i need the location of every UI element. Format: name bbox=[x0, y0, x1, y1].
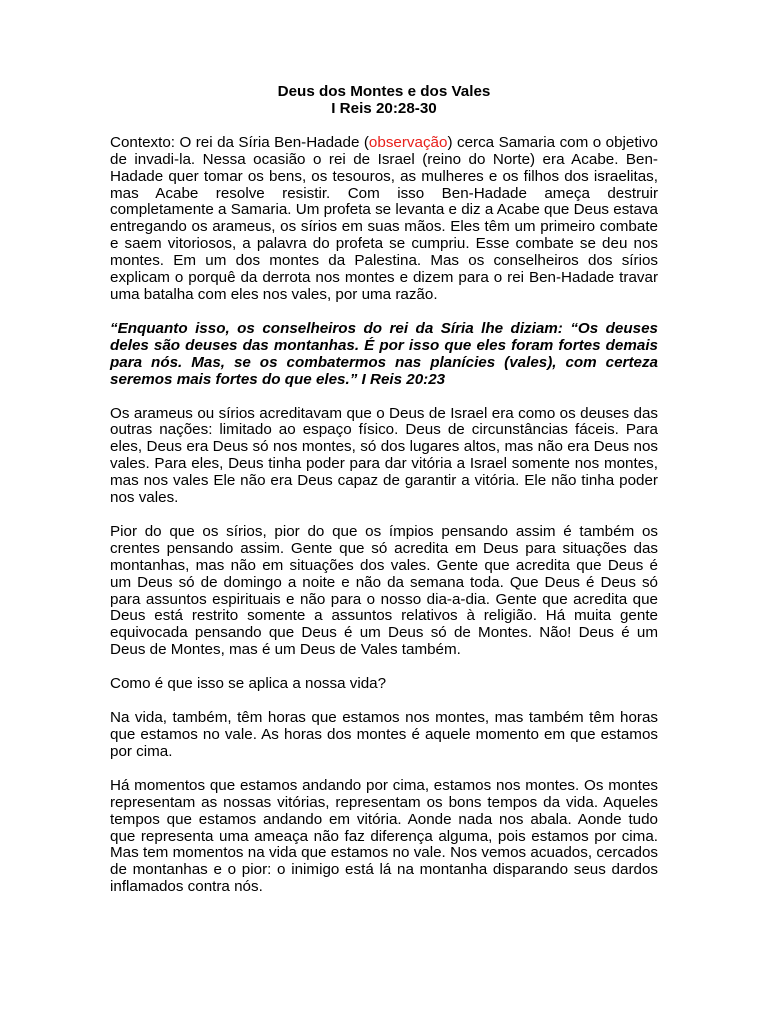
paragraph-arameus: Os arameus ou sírios acreditavam que o Deus de Israel era como os deuses das outras nações: limitado ao espaço físico. Deus de circunstâncias fáceis. Para eles, Deus era Deus só nos montes, só dos lugares altos, mas não era Deus nos vales. Para eles, Deus tinha poder para dar vitória a Israel somente nos montes, mas nos vales Ele não era Deus capaz de garantir a vitória. Ele não tinha poder nos vales. bbox=[110, 404, 658, 507]
paragraph-momentos: Há momentos que estamos andando por cima, estamos nos montes. Os montes representam as nossas vitórias, representam os bons tempos da vida. Aqueles tempos que estamos andando em vitória. Aonde nada nos abala. Aonde tudo que representa uma ameaça não faz diferença alguma, pois estamos por cima. Mas tem momentos na vida que estamos no vale. Nos vemos acuados, cercados de montanhas e o pior: o inimigo está lá na montanha disparando seus dardos inflamados contra nós. bbox=[110, 776, 658, 896]
bible-quote: “Enquanto isso, os conselheiros do rei da Síria lhe diziam: “Os deuses deles são deuses das montanhas. É por isso que eles foram fortes demais para nós. Mas, se os combatermos nas planícies (vales), com certeza seremos mais fortes do que eles.” I Reis 20:23 bbox=[110, 319, 658, 388]
document-page bbox=[110, 84, 658, 913]
paragraph-question: Como é que isso se aplica a nossa vida? bbox=[110, 675, 387, 693]
title-block bbox=[110, 84, 658, 118]
context-text-end: ) cerca Samaria com o objetivo de invadi-la. Nessa ocasião o rei de Israel (reino do Norte) era Acabe. Ben-Hadade quer tomar os bens, os tesouros, as mulheres e os filhos dos israelitas, mas Acabe resolve resistir. Com isso Ben-Hadade ameça destruir completamente a Samaria. Um profeta se levanta e diz a Acabe que Deus estava entregando os arameus, os sírios em suas mãos. Eles têm um primeiro combate e saem vitoriosos, a palavra do profeta se cumpriu. Esse combate se deu nos montes. Em um dos montes da Palestina. Mas os conselheiros dos sírios explicam o porquê da derrota nos montes e dizem para o rei Ben-Hadade travar uma batalha com eles nos vales, por uma razão. bbox=[110, 133, 658, 303]
bible-reference: I Reis 20:28-30 bbox=[331, 99, 437, 117]
document-title: Deus dos Montes e dos Vales bbox=[277, 83, 491, 100]
paragraph-montes-vale: Na vida, também, têm horas que estamos nos montes, mas também têm horas que estamos no vale. As horas dos montes é aquele momento em que estamos por cima. bbox=[110, 709, 658, 760]
observation-highlight: observação bbox=[368, 133, 448, 151]
paragraph-crentes: Pior do que os sírios, pior do que os ímpios pensando assim é também os crentes pensando assim. Gente que só acredita em Deus para situações das montanhas, mas não em situações dos vales. Gente que acredita que Deus é um Deus só de domingo a noite e não da semana toda. Que Deus é Deus só para assuntos espirituais e não para o nosso dia-a-dia. Gente que acredita que Deus está restrito somente a assuntos relativos à religião. Há muita gente equivocada pensando que Deus é um Deus só de Montes. Não! Deus é um Deus de Montes, mas é um Deus de Vales também. bbox=[110, 522, 658, 659]
context-text-start: Contexto: O rei da Síria Ben-Hadade ( bbox=[110, 133, 369, 151]
context-paragraph bbox=[110, 135, 658, 304]
